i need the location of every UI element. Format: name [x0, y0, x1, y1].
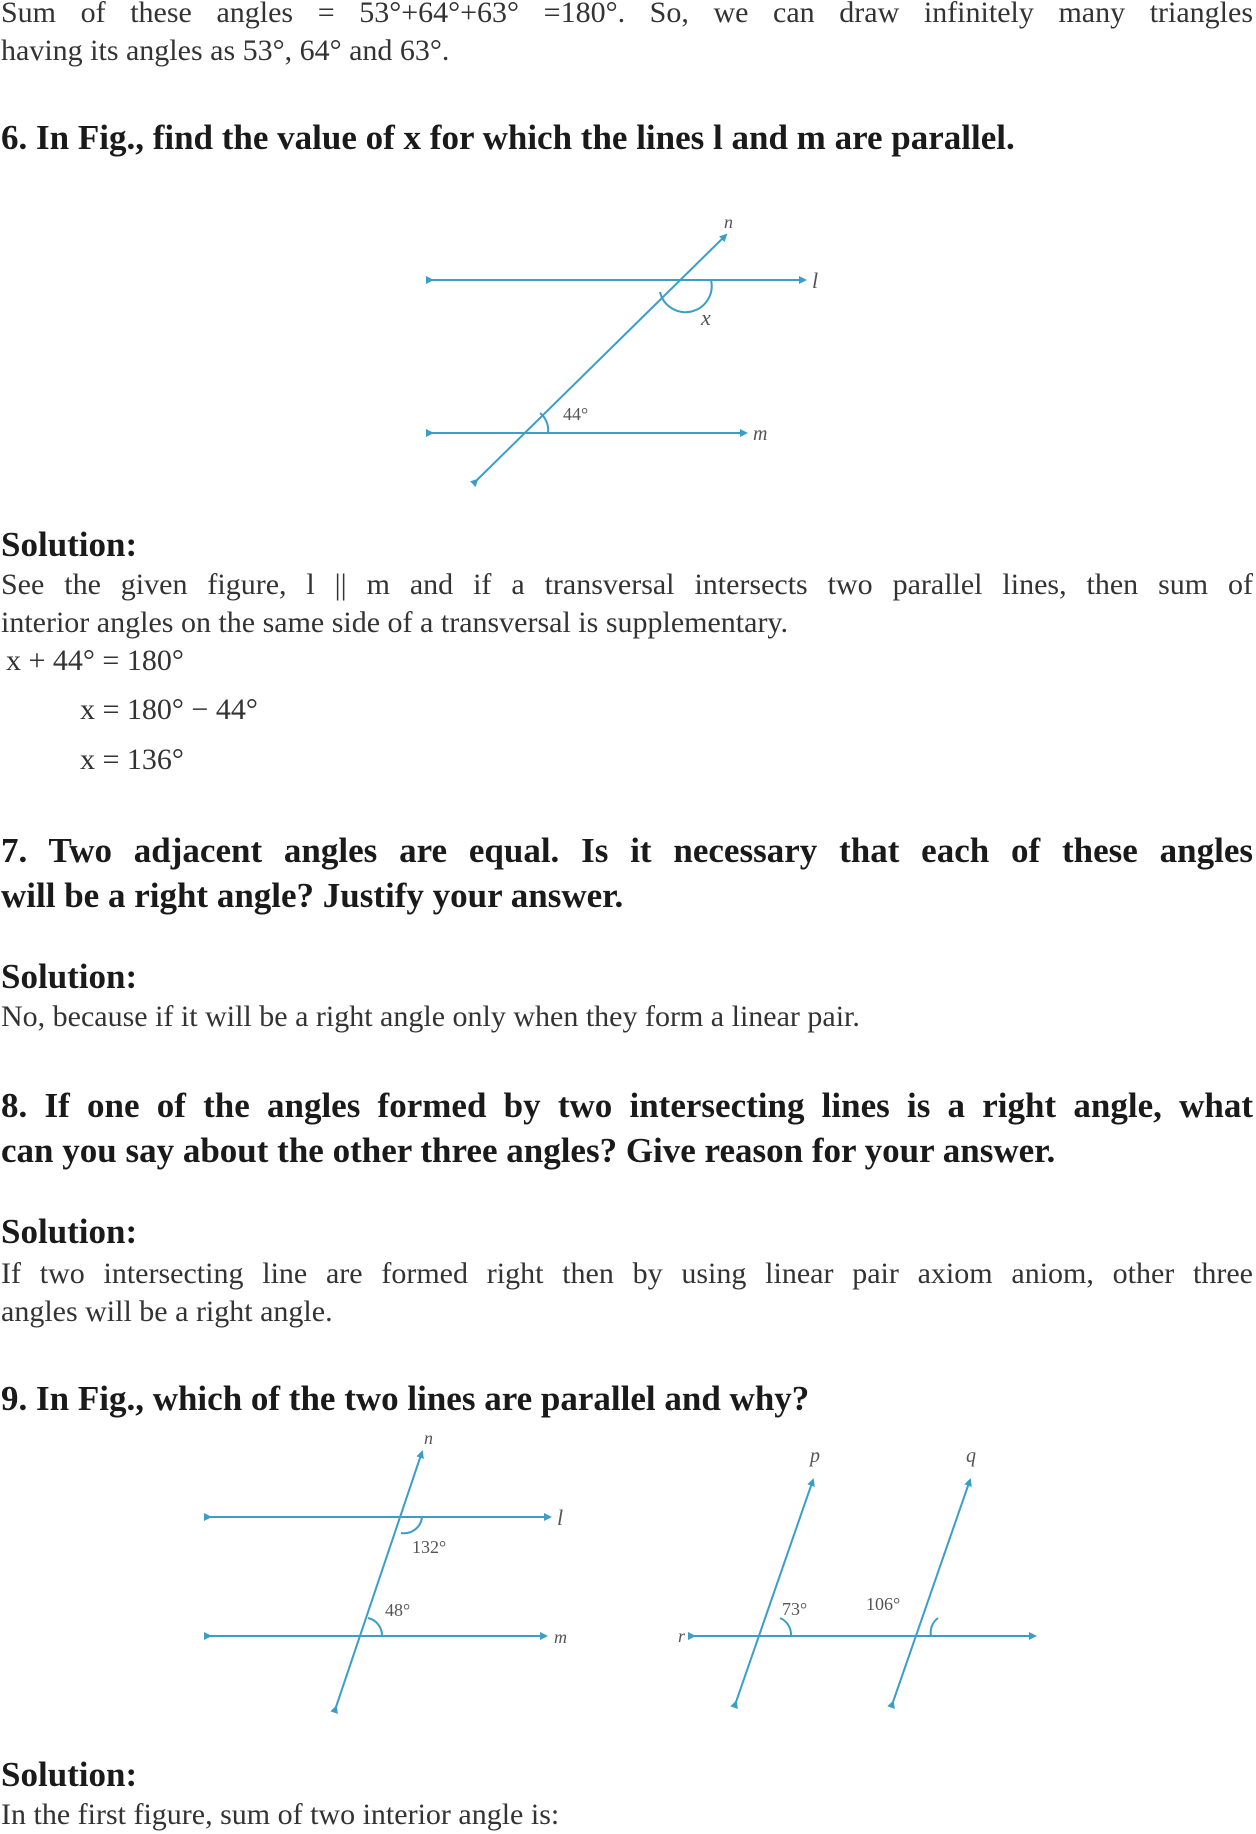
q9f1-arc-132 — [401, 1517, 422, 1533]
q6-label-n: n — [724, 212, 733, 232]
q9f1-angle-48: 48° — [385, 1600, 411, 1620]
q9-solution-line-1: In the first figure, sum of two interior angle is: — [1, 1798, 560, 1831]
q9f2-angle-106: 106° — [866, 1594, 901, 1614]
q8-solution-heading: Solution: — [1, 1212, 138, 1251]
q6-label-x: x — [701, 305, 711, 330]
q9f2-label-q: q — [966, 1445, 976, 1467]
q9-figure-2 — [670, 1440, 1050, 1720]
q9f2-angle-73: 73° — [782, 1599, 808, 1619]
q6-solution-line-2: interior angles on the same side of a transversal is supplementary. — [1, 606, 788, 639]
q6-equation-2: x = 180° − 44° — [80, 693, 258, 726]
q9f2-arc-106 — [931, 1618, 938, 1636]
q9f2-label-p: p — [810, 1445, 820, 1467]
intro-line-2: having its angles as 53°, 64° and 63°. — [1, 34, 450, 67]
intro-line-1: Sum of these angles = 53°+64°+63° =180°. So, we can draw infinitely many triangles — [1, 0, 1253, 29]
q8-question-line-1: 8. If one of the angles formed by two intersecting lines is a right angle, what — [1, 1086, 1253, 1125]
q9f1-transversal-n — [336, 1452, 422, 1707]
q6-transversal-n — [477, 235, 726, 480]
q8-question-line-2: can you say about the other three angles? Give reason for your answer. — [1, 1131, 1056, 1170]
q6-equation-1: x + 44° = 180° — [6, 644, 184, 677]
q6-label-l: l — [812, 268, 819, 293]
q6-equation-3: x = 136° — [80, 743, 184, 776]
q9f1-label-l: l — [557, 1505, 564, 1530]
q6-figure — [420, 210, 840, 490]
q9f1-angle-132: 132° — [412, 1537, 447, 1557]
q6-question-text: 6. In Fig., find the value of x for which the lines l and m are parallel. — [1, 118, 1015, 157]
q6-label-m: m — [753, 423, 768, 445]
q9f1-label-m: m — [554, 1627, 567, 1647]
q9f2-line-q — [893, 1480, 970, 1702]
q9f1-arc-48 — [368, 1618, 382, 1636]
q7-solution: No, because if it will be a right angle only when they form a linear pair. — [1, 1000, 860, 1033]
q9f2-line-p — [736, 1480, 813, 1702]
q9f2-label-r: r — [678, 1626, 686, 1646]
q8-solution-line-2: angles will be a right angle. — [1, 1295, 333, 1328]
q7-question-line-1: 7. Two adjacent angles are equal. Is it necessary that each of these angles — [1, 831, 1253, 870]
q9-solution-heading: Solution: — [1, 1755, 138, 1794]
q8-solution-line-1: If two intersecting line are formed right then by using linear pair axiom aniom, other three — [1, 1257, 1253, 1290]
q7-solution-heading: Solution: — [1, 957, 138, 996]
q6-question — [1, 115, 1253, 160]
q6-solution-heading: Solution: — [1, 525, 138, 564]
q9f2-arc-73 — [780, 1618, 791, 1636]
q6-solution-line-1: See the given figure, l || m and if a transversal intersects two parallel lines, then sum of — [1, 568, 1253, 601]
q9-figure-1 — [200, 1425, 600, 1715]
q6-angle-44: 44° — [563, 404, 589, 424]
q9f1-label-n: n — [424, 1428, 433, 1448]
q7-question-line-2: will be a right angle? Justify your answer. — [1, 876, 624, 915]
q9-question: 9. In Fig., which of the two lines are parallel and why? — [1, 1379, 810, 1418]
